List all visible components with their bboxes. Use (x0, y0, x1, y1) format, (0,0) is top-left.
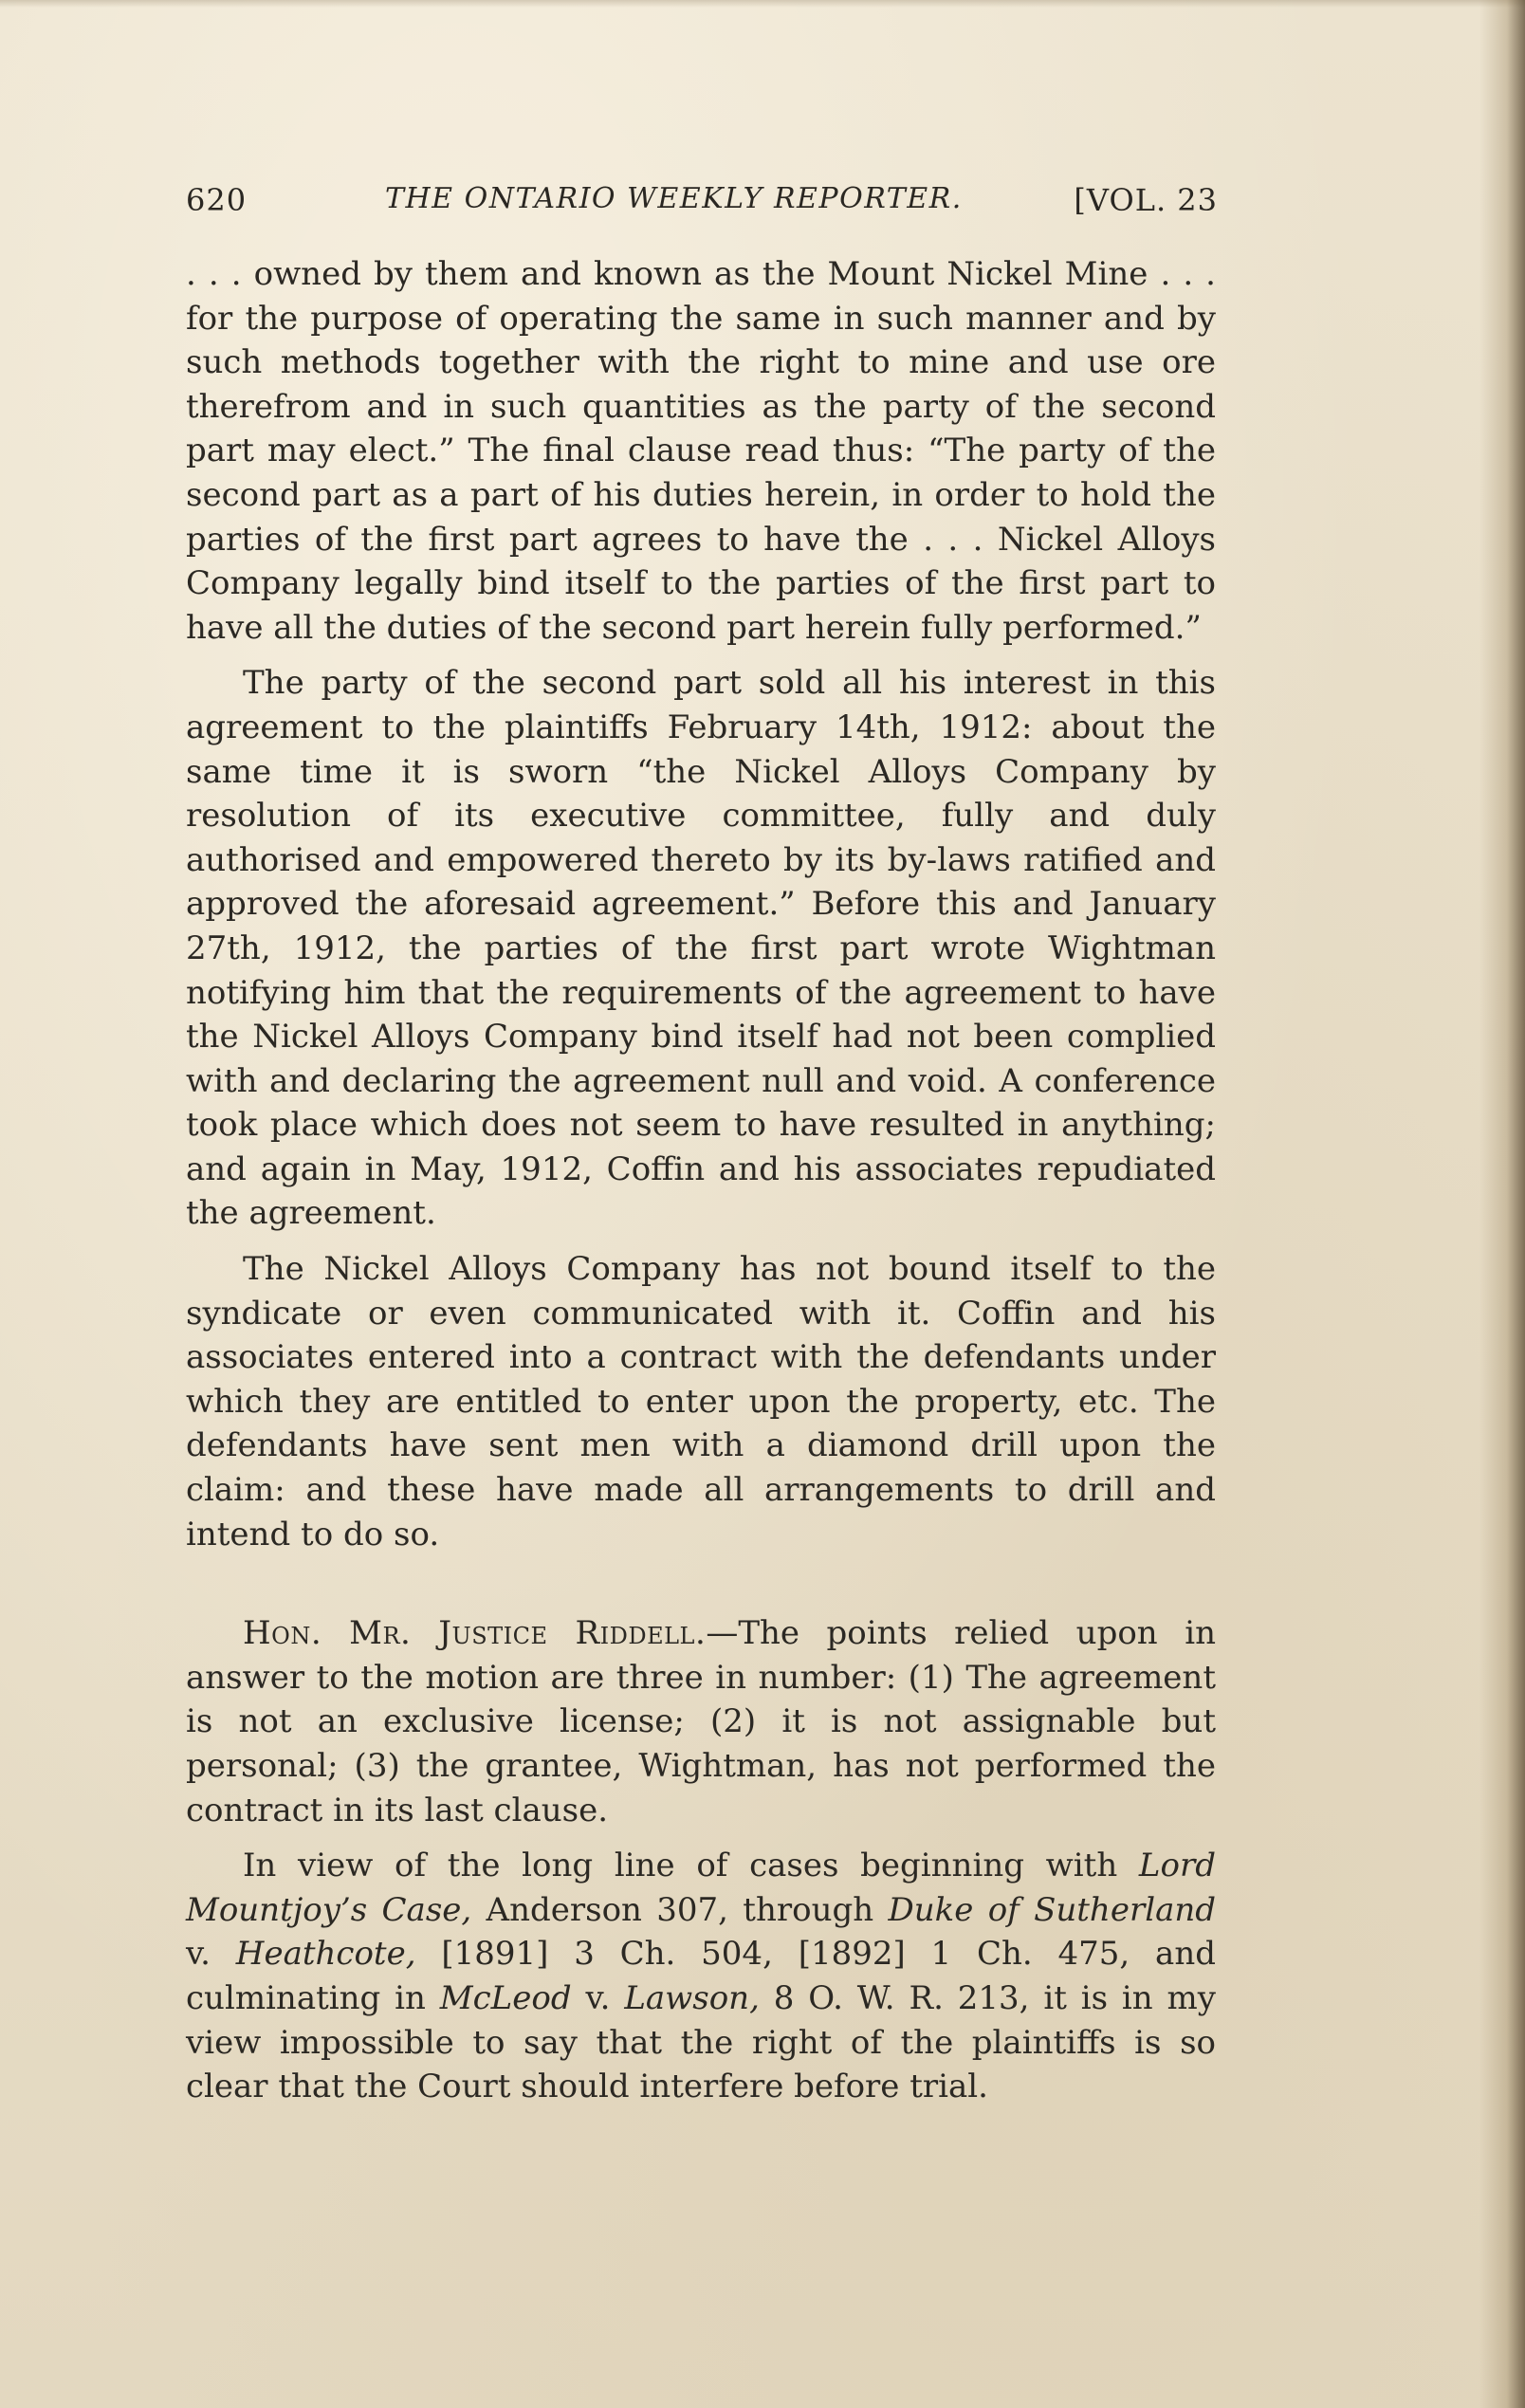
judgment-text: —The points relied upon in answer to the motion are three in number: (1) The agreement is not an exclusive license; (2) it is not assignable but personal; (3) the grantee, Wightman, has not performed the contract in its last clause. (186, 1614, 1216, 1829)
citation-text-5: v. (571, 1978, 625, 2017)
case-name-mcleod: McLeod (439, 1978, 572, 2017)
case-name-heathcote: Heathcote, (235, 1935, 416, 1974)
page-binding-edge (1479, 0, 1525, 2408)
page-top-shadow (0, 0, 1525, 8)
body-text (186, 252, 1216, 2121)
running-header (186, 180, 1218, 226)
case-name-sutherland: Duke of Sutherland (888, 1890, 1217, 1929)
case-name-mountjoy: Lord Mountjoy’s Case, (186, 1847, 1216, 1929)
citation-text-3: v. (186, 1935, 236, 1974)
judge-name: Hon. Mr. Justice Riddell. (243, 1614, 707, 1653)
citation-text-6: 8 O. W. R. 213, it is in my view impossible to say that the right of the plaintiffs is so clear that the Court should interfere before trial. (186, 1978, 1216, 2106)
running-title: THE ONTARIO WEEKLY REPORTER. (385, 182, 963, 215)
citation-text-4: [1891] 3 Ch. 504, [1892] 1 Ch. 475, and culminating in (186, 1935, 1216, 2017)
citation-text-1: In view of the long line of cases beginning with (243, 1847, 1139, 1885)
volume-label: [VOL. 23 (1074, 182, 1218, 218)
paragraph-continuation: . . . owned by them and known as the Mount Nickel Mine . . . for the purpose of operating the same in such manner and by such methods together with the right to mine and use ore therefrom and in such quantities as the party of the second part may elect.” The final clause read thus: “The party of the second part as a part of his duties herein, in order to hold the parties of the first part agrees to have the . . . Nickel Alloys Company legally bind itself to the parties of the first part to have all the duties of the second part herein fully performed.” (186, 255, 1216, 647)
page-number: 620 (186, 182, 248, 218)
paragraph-case-citations (186, 1844, 1216, 2109)
case-name-lawson: Lawson, (624, 1978, 760, 2017)
citation-text-2: Anderson 307, through (471, 1890, 889, 1929)
paragraph-nickel-alloys: The Nickel Alloys Company has not bound itself to the syndicate or even communicated with it. Coffin and his associates entered into a contract with the defendants under which they are entitled to enter upon the property, etc. The defendants have sent men with a diamond drill upon the claim: and these have made all arrangements to drill and intend to do so. (186, 1250, 1216, 1553)
paragraph-agreement-sale: The party of the second part sold all his interest in this agreement to the plaintiffs February 14th, 1912: about the same time it is sworn “the Nickel Alloys Company by resolution of its executive committee, fully and duly authorised and empowered thereto by its by-laws ratified and approved the aforesaid agreement.” Before this and January 27th, 1912, the parties of the first part wrote Wightman notifying him that the requirements of the agreement to have the Nickel Alloys Company bind itself had not been complied with and declaring the agreement null and void. A conference took place which does not seem to have resulted in anything; and again in May, 1912, Coffin and his associates repudiated the agreement. (186, 664, 1216, 1233)
paragraph-judgment-opening (186, 1611, 1216, 1832)
